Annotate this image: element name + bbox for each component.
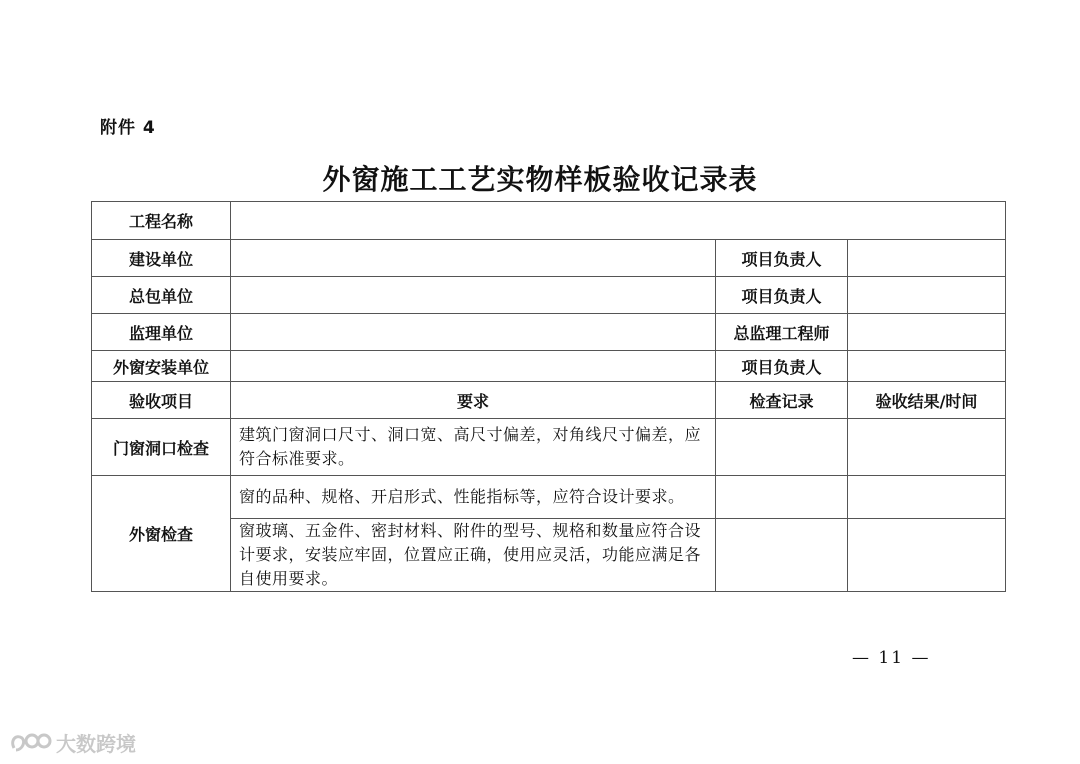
col-header-record: 检查记录: [716, 382, 848, 419]
contractor-person-field[interactable]: [848, 277, 1006, 314]
acceptance-record-table: [91, 201, 1006, 592]
table-row: [92, 202, 1006, 240]
window-check-result-1[interactable]: [848, 476, 1006, 519]
contractor-label: 总包单位: [92, 277, 231, 314]
supervisor-person-label: 总监理工程师: [716, 314, 848, 351]
table-row: [92, 476, 1006, 519]
table-row: [92, 351, 1006, 382]
builder-person-label: 项目负责人: [716, 240, 848, 277]
opening-check-record[interactable]: [716, 419, 848, 476]
page-title: 外窗施工工艺实物样板验收记录表: [322, 163, 758, 196]
supervisor-field[interactable]: [231, 314, 716, 351]
table-row: [92, 240, 1006, 277]
window-check-result-2[interactable]: [848, 519, 1006, 592]
project-name-field[interactable]: [231, 202, 1006, 240]
project-name-label: 工程名称: [92, 202, 231, 240]
window-check-record-1[interactable]: [716, 476, 848, 519]
opening-check-requirement: 建筑门窗洞口尺寸、洞口宽、高尺寸偏差，对角线尺寸偏差，应符合标准要求。: [231, 419, 716, 476]
supervisor-label: 监理单位: [92, 314, 231, 351]
table-row: [92, 419, 1006, 476]
table-header-row: [92, 382, 1006, 419]
col-header-item: 验收项目: [92, 382, 231, 419]
watermark-text: 大数跨境: [56, 732, 136, 756]
builder-label: 建设单位: [92, 240, 231, 277]
contractor-person-label: 项目负责人: [716, 277, 848, 314]
window-check-record-2[interactable]: [716, 519, 848, 592]
table-row: [92, 277, 1006, 314]
installer-person-label: 项目负责人: [716, 351, 848, 382]
col-header-requirement: 要求: [231, 382, 716, 419]
opening-check-result[interactable]: [848, 419, 1006, 476]
supervisor-person-field[interactable]: [848, 314, 1006, 351]
col-header-result: 验收结果/时间: [848, 382, 1006, 419]
window-check-requirement-2: 窗玻璃、五金件、密封材料、附件的型号、规格和数量应符合设计要求，安装应牢固，位置应正确，使用应灵活，功能应满足各自使用要求。: [231, 519, 716, 592]
installer-field[interactable]: [231, 351, 716, 382]
contractor-field[interactable]: [231, 277, 716, 314]
opening-check-label: 门窗洞口检查: [92, 419, 231, 476]
builder-field[interactable]: [231, 240, 716, 277]
installer-label: 外窗安装单位: [92, 351, 231, 382]
attachment-label: 附件 4: [100, 118, 156, 138]
installer-person-field[interactable]: [848, 351, 1006, 382]
builder-person-field[interactable]: [848, 240, 1006, 277]
page-number: — 11 —: [852, 648, 931, 668]
window-check-label: 外窗检查: [92, 476, 231, 592]
watermark-logo-icon: [8, 730, 52, 756]
watermark: [8, 728, 136, 757]
window-check-requirement-1: 窗的品种、规格、开启形式、性能指标等，应符合设计要求。: [231, 476, 716, 519]
table-row: [92, 314, 1006, 351]
